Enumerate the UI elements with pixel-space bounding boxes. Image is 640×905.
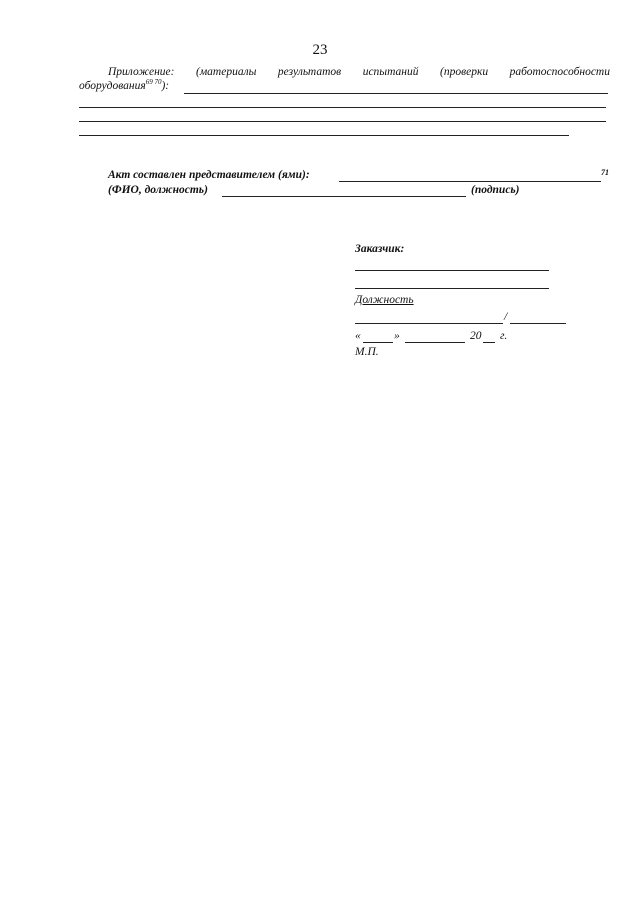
- blank-line-2[interactable]: [79, 121, 606, 122]
- date-close-quote: »: [394, 330, 400, 342]
- date-year-line[interactable]: [483, 342, 495, 343]
- customer-line-2[interactable]: [355, 288, 549, 289]
- act-footnote-ref: 71: [601, 168, 609, 177]
- appendix-word: испытаний: [362, 66, 419, 78]
- date-month-line[interactable]: [405, 342, 465, 343]
- fio-position-line[interactable]: [222, 196, 466, 197]
- fio-position-label: (ФИО, должность): [108, 184, 208, 196]
- page-number: 23: [312, 42, 328, 58]
- signature-decode-line[interactable]: [510, 323, 566, 324]
- date-open-quote: «: [355, 330, 361, 342]
- blank-line-3[interactable]: [79, 135, 569, 136]
- act-representatives-label: Акт составлен представителем (ями):: [108, 169, 310, 181]
- signature-name-line[interactable]: [355, 323, 503, 324]
- date-year-prefix: 20: [470, 330, 482, 342]
- customer-title: Заказчик:: [355, 243, 405, 255]
- appendix-word: Приложение:: [108, 66, 175, 78]
- date-day-line[interactable]: [363, 342, 393, 343]
- appendix-footnote-ref: 69 70: [145, 78, 162, 87]
- customer-line-1[interactable]: [355, 270, 549, 271]
- date-year-suffix: г.: [500, 330, 508, 342]
- act-representatives-line[interactable]: [339, 181, 601, 182]
- signature-label: (подпись): [471, 184, 520, 196]
- appendix-fill-line[interactable]: [184, 93, 608, 94]
- position-label: Должность: [355, 294, 414, 306]
- slash-separator: /: [504, 311, 508, 323]
- appendix-suffix: ):: [161, 80, 170, 92]
- blank-line-1[interactable]: [79, 107, 606, 108]
- appendix-word: работоспособности: [509, 66, 610, 78]
- appendix-line-1: [108, 66, 610, 78]
- seal-mark: М.П.: [355, 346, 379, 358]
- appendix-line-2: [79, 80, 169, 92]
- appendix-word: результатов: [277, 66, 342, 78]
- appendix-equipment-text: оборудования: [79, 80, 146, 92]
- appendix-word: (материалы: [196, 66, 257, 78]
- appendix-word: (проверки: [440, 66, 489, 78]
